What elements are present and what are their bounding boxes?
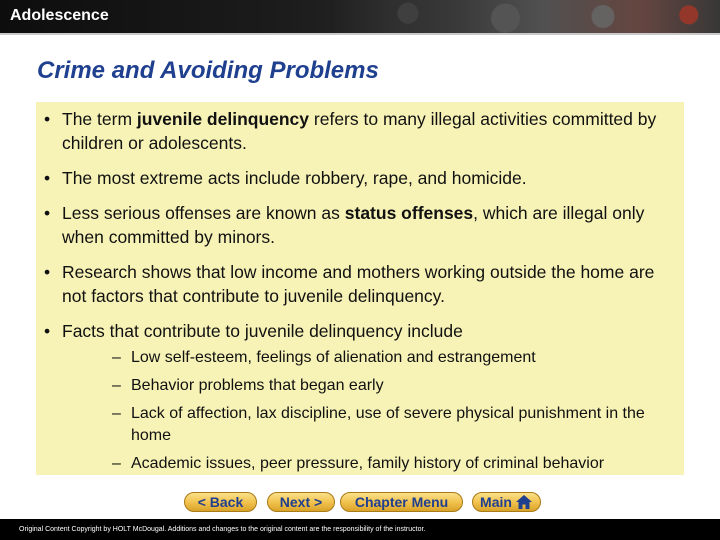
footer-bar: [0, 519, 720, 540]
back-button[interactable]: < Back: [184, 492, 257, 512]
sub-bullet-item: – Academic issues, peer pressure, family history of criminal behavior: [112, 453, 680, 475]
bullet-item: • Facts that contribute to juvenile delinquency include – Low self-esteem, feelings of alienation and estrangement – Behavior problems that began early – Lack of affection, lax discipline, use of severe physical punishment in the home – Academic issues, peer pressure, family history of criminal behavior: [44, 319, 680, 475]
chapter-title: Adolescence: [10, 7, 109, 24]
sub-bullet-item: – Low self-esteem, feelings of alienation and estrangement: [112, 347, 680, 369]
bullet-item: • The term juvenile delinquency refers to many illegal activities committed by children or adolescents.: [44, 107, 680, 155]
bullet-item: • The most extreme acts include robbery, rape, and homicide.: [44, 166, 680, 190]
sub-bullet-item: – Behavior problems that began early: [112, 375, 680, 397]
bullet-item: • Research shows that low income and mothers working outside the home are not factors that contribute to juvenile delinquency.: [44, 260, 680, 308]
chapter-menu-button[interactable]: Chapter Menu: [340, 492, 463, 512]
bullet-list: [44, 107, 680, 486]
header-divider: [0, 33, 720, 35]
main-button-label: Main: [480, 494, 512, 510]
copyright-text: Original Content Copyright by HOLT McDougal. Additions and changes to the original content are the responsibility of the instructor.: [19, 526, 426, 533]
header-bar: [0, 0, 720, 33]
main-button[interactable]: [472, 492, 541, 512]
bullet-item: • Less serious offenses are known as status offenses, which are illegal only when committed by minors.: [44, 201, 680, 249]
next-button[interactable]: Next >: [267, 492, 335, 512]
sub-bullet-list: [112, 347, 680, 475]
slide-title: Crime and Avoiding Problems: [37, 57, 379, 84]
home-icon: [515, 494, 533, 510]
sub-bullet-item: – Lack of affection, lax discipline, use of severe physical punishment in the home: [112, 403, 680, 447]
header-banner-image: [330, 0, 720, 33]
content-panel: [36, 102, 684, 475]
